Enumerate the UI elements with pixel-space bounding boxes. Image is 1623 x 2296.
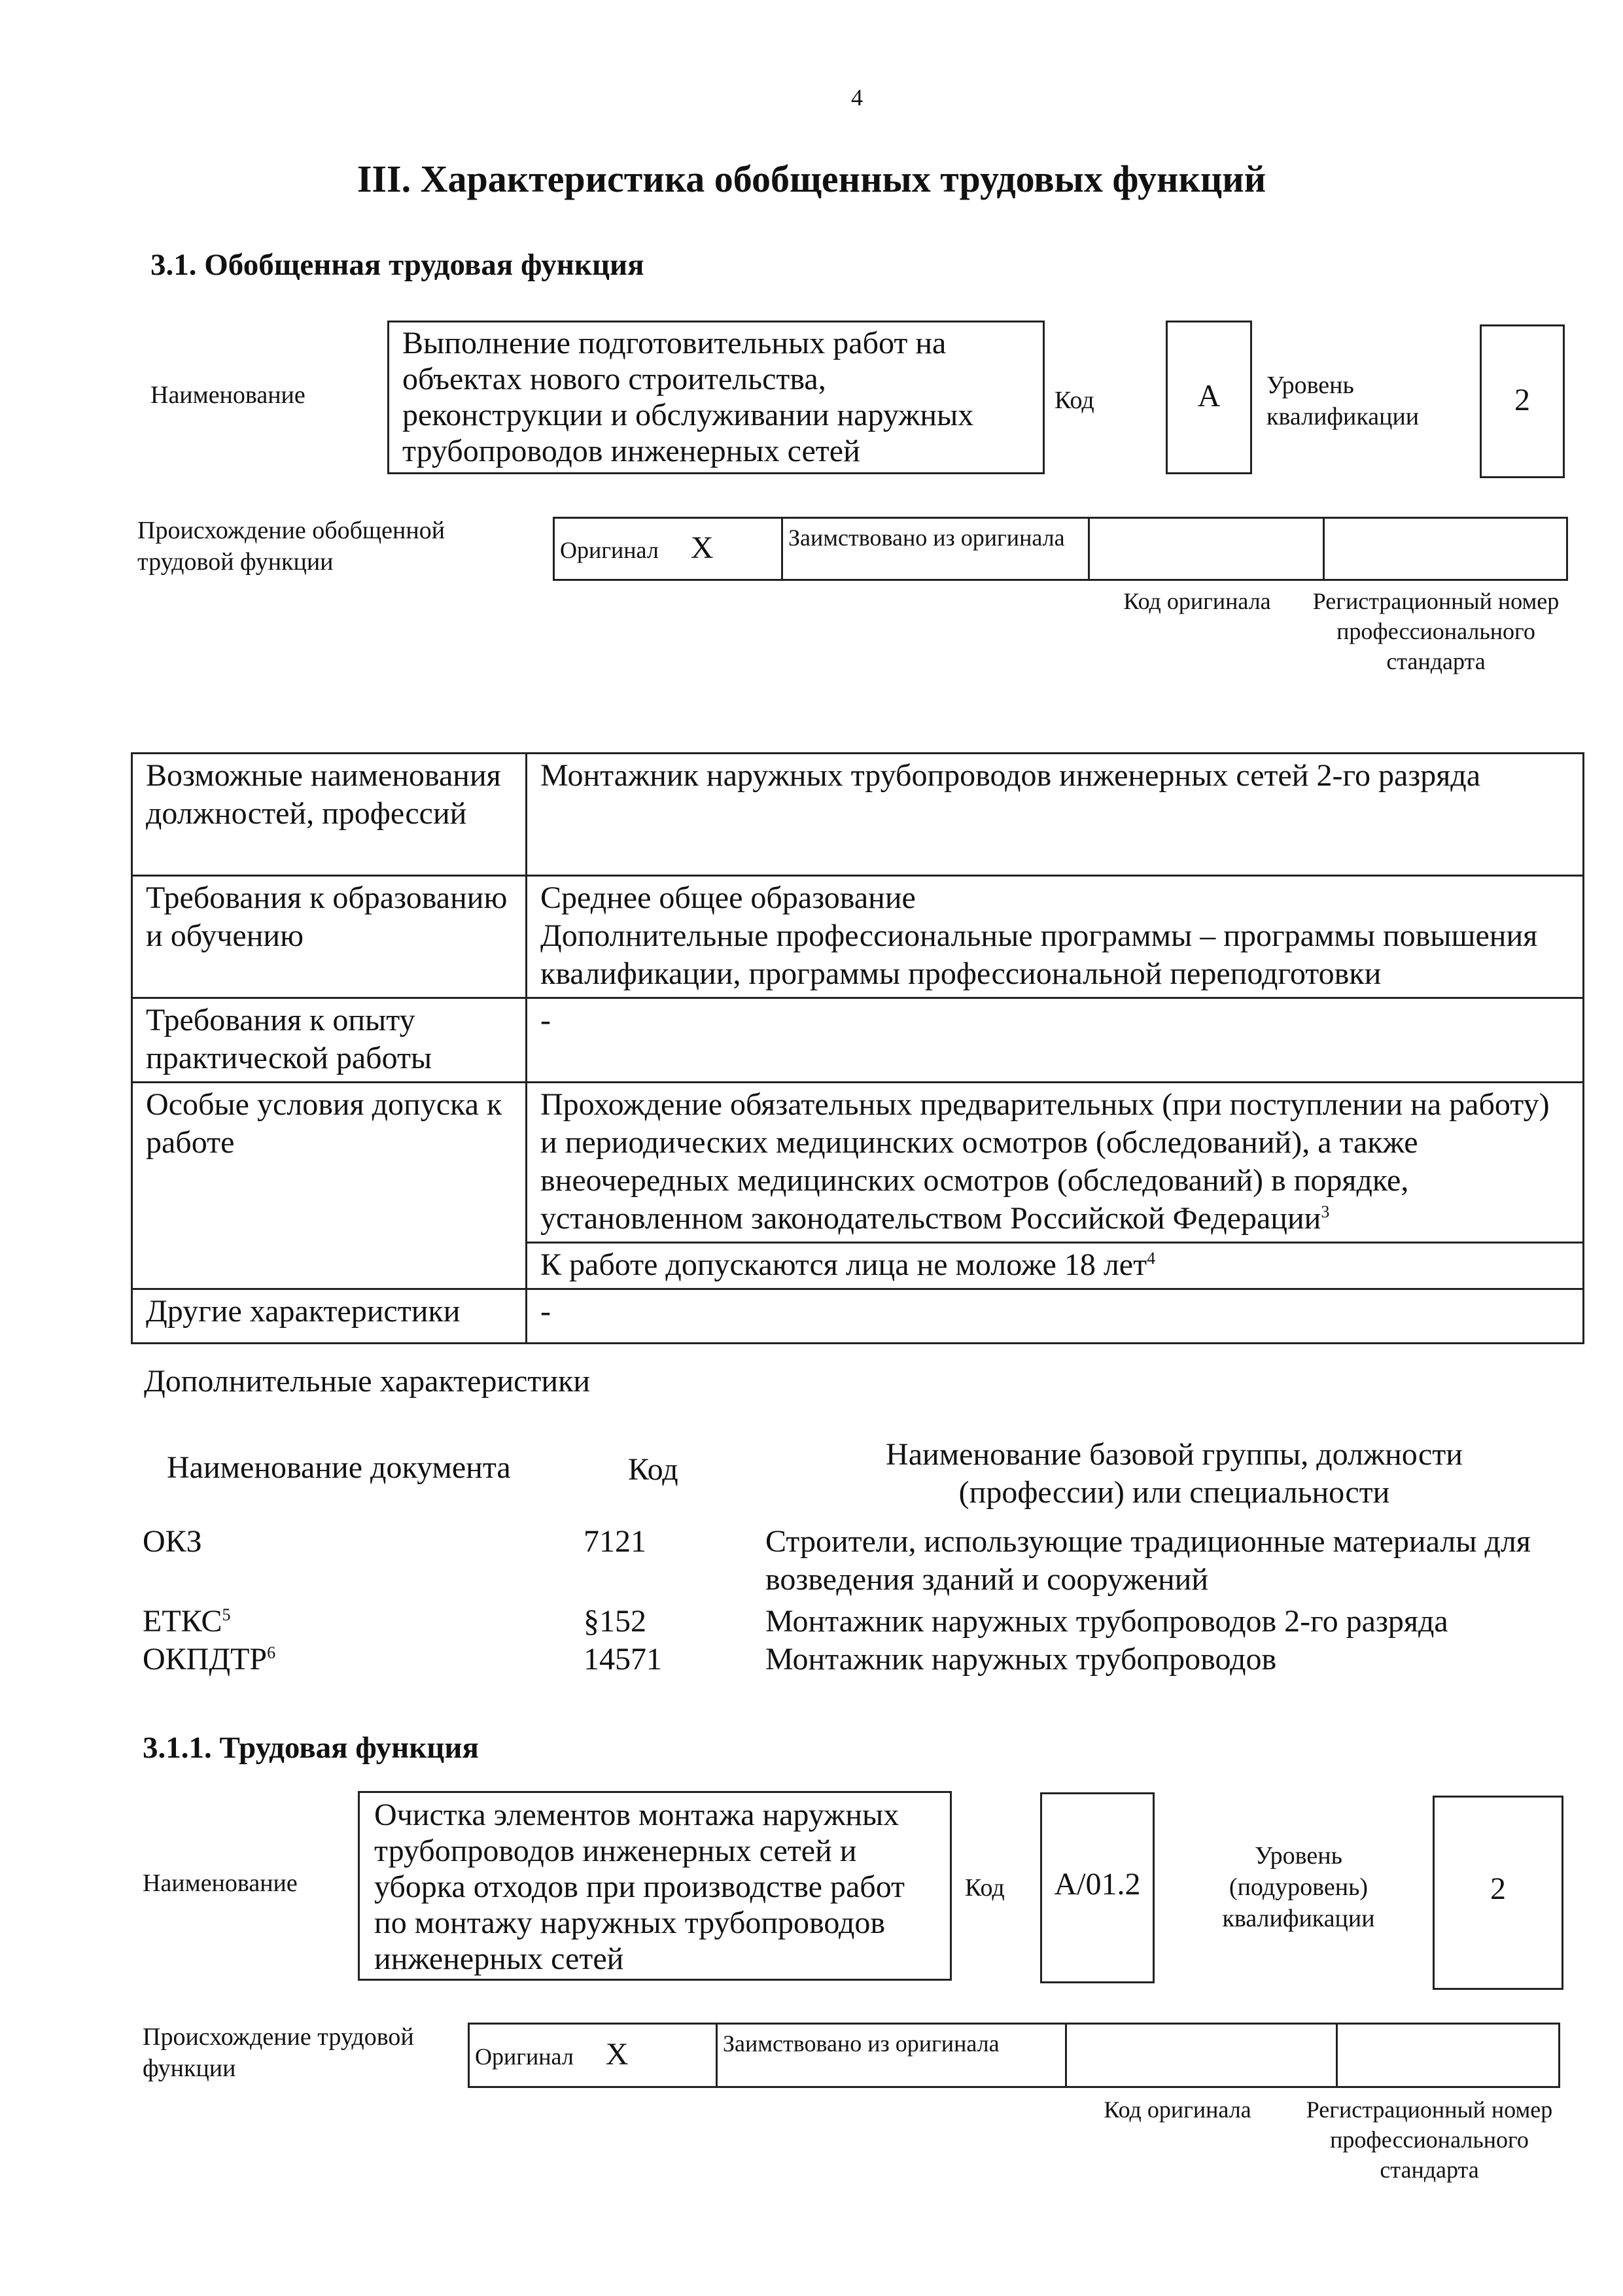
additional-col-doc: Наименование документа [167, 1450, 511, 1485]
gtf-orig-code-cell [1089, 518, 1324, 580]
tf-reg-number-caption: Регистрационный номер профессионального стандарта [1306, 2096, 1553, 2183]
tf-original-mark: X [605, 2036, 629, 2072]
row-label: Особые условия допуска к работе [132, 1083, 527, 1289]
row-value: - [527, 998, 1584, 1083]
row-value: - [527, 1289, 1584, 1344]
tf-original-cell [469, 2024, 717, 2087]
gtf-borrowed-label: Заимствовано из оригинала [788, 525, 1065, 551]
gtf-name-value: Выполнение подготовительных работ на объектах нового строительства, реконструкции и обслуживании наружных трубопроводов инженерных сетей [402, 326, 974, 468]
value-line: Дополнительные профессиональные программы – программы повышения квалификации, программы профессиональной переподготовки [540, 918, 1538, 991]
additional-code: 7121 [584, 1524, 646, 1559]
gtf-name-box [387, 321, 1045, 474]
gtf-borrowed-cell [782, 518, 1089, 580]
footnote-ref: 6 [267, 1643, 276, 1662]
tf-reg-number-cell [1337, 2024, 1560, 2087]
tf-borrowed-cell [717, 2024, 1066, 2087]
table-row [132, 1083, 1584, 1243]
tf-origin-label: Происхождение трудовой функции [143, 2023, 414, 2082]
additional-col-code: Код [628, 1452, 678, 1487]
row-value: Монтажник наружных трубопроводов инженерных сетей 2-го разряда [527, 754, 1584, 876]
section-title: III. Характеристика обобщенных трудовых функций [357, 158, 1266, 200]
additional-name: Монтажник наружных трубопроводов [765, 1642, 1277, 1677]
gtf-original-mark: X [690, 530, 714, 565]
table-row [132, 754, 1584, 876]
row-value: К работе допускаются лица не моложе 18 лет$^4$ [527, 1243, 1584, 1289]
gtf-heading: 3.1. Обобщенная трудовая функция [150, 248, 644, 282]
additional-col-name: Наименование базовой группы, должности (профессии) или специальности [886, 1437, 1463, 1510]
tf-code-box [1040, 1792, 1155, 1983]
gtf-name-label: Наименование [150, 381, 305, 409]
tf-original-label: Оригинал [475, 2043, 574, 2070]
gtf-reg-number-cell [1324, 518, 1567, 580]
additional-code: 14571 [584, 1642, 662, 1677]
gtf-origin-label: Происхождение обобщенной трудовой функции [137, 517, 445, 576]
tf-code-value: А/01.2 [1054, 1867, 1141, 1902]
additional-title: Дополнительные характеристики [144, 1364, 591, 1399]
row-value: Прохождение обязательных предварительных (при поступлении на работу) и периодических медицинских осмотров (обследований), а также внеочередных медицинских осмотров (обследований) в порядке, установленном законодательством Российской Федерации$^3$ [527, 1083, 1584, 1243]
row-label: Требования к опыту практической работы [132, 998, 527, 1083]
tf-name-label: Наименование [143, 1870, 298, 1897]
additional-doc: ОКПДТР$^6$ [143, 1642, 276, 1677]
gtf-code-value: А [1197, 379, 1221, 413]
tf-level-label: Уровень (подуровень) квалификации [1222, 1842, 1375, 1932]
table-row [132, 1289, 1584, 1344]
row-label: Возможные наименования должностей, профессий [132, 754, 527, 876]
additional-code: §152 [584, 1604, 646, 1639]
gtf-code-label: Код [1055, 387, 1094, 414]
gtf-reg-number-caption: Регистрационный номер профессионального стандарта [1312, 588, 1560, 674]
footnote-ref: 3 [1321, 1202, 1330, 1221]
page-number: 4 [851, 84, 863, 111]
tf-heading: 3.1.1. Трудовая функция [143, 1731, 479, 1765]
row-label: Требования к образованию и обучению [132, 876, 527, 998]
tf-name-value: Очистка элементов монтажа наружных трубопроводов инженерных сетей и уборка отходов при производстве работ по монтажу наружных трубопроводов инженерных сетей [374, 1798, 905, 1976]
gtf-level-value: 2 [1514, 383, 1530, 417]
gtf-original-label: Оригинал [560, 536, 659, 563]
value-line: Среднее общее образование [540, 880, 916, 915]
gtf-orig-code-caption: Код оригинала [1123, 588, 1271, 614]
tf-origin-table [468, 2023, 1560, 2088]
row-value [527, 876, 1584, 998]
additional-name: Монтажник наружных трубопроводов 2-го разряда [765, 1604, 1448, 1639]
gtf-original-cell [554, 518, 782, 580]
tf-code-label: Код [965, 1874, 1005, 1902]
tf-level-box [1433, 1796, 1563, 1990]
tf-borrowed-label: Заимствовано из оригинала [723, 2030, 1000, 2057]
tf-level-value: 2 [1490, 1871, 1506, 1906]
additional-name: Строители, использующие традиционные материалы для возведения зданий и сооружений [765, 1524, 1531, 1597]
row-label: Другие характеристики [132, 1289, 527, 1344]
characteristics-table [131, 752, 1584, 1344]
tf-orig-code-caption: Код оригинала [1104, 2096, 1251, 2123]
tf-orig-code-cell [1066, 2024, 1337, 2087]
additional-doc: ЕТКС$^5$ [143, 1604, 231, 1639]
gtf-level-box [1480, 324, 1565, 478]
gtf-code-box [1166, 321, 1252, 474]
tf-name-box [358, 1791, 952, 1981]
additional-doc: ОКЗ [143, 1524, 202, 1559]
table-row [132, 876, 1584, 998]
gtf-level-label: Уровень квалификации [1266, 372, 1420, 430]
footnote-ref: 5 [222, 1605, 231, 1624]
footnote-ref: 4 [1147, 1249, 1156, 1268]
gtf-origin-table [553, 517, 1568, 581]
table-row [132, 998, 1584, 1083]
